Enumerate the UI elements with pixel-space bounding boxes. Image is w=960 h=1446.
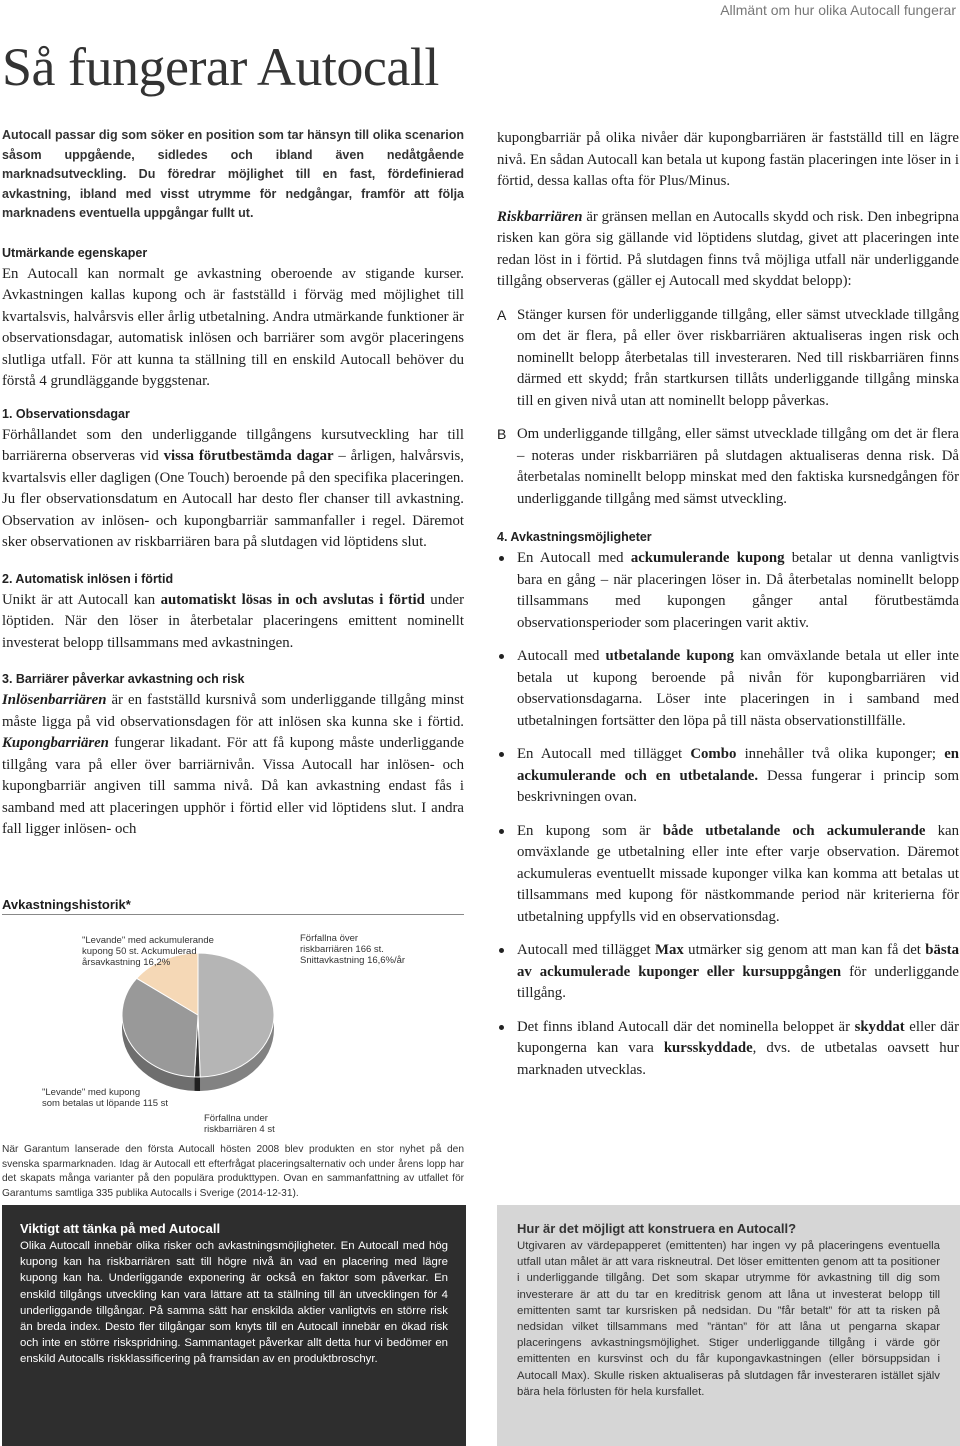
outcome-label: B xyxy=(497,426,507,442)
outcome-item xyxy=(497,424,959,510)
bullet-icon xyxy=(497,548,517,634)
outcome-text: Om underliggande tillgång, eller sämst utvecklade tillgång om det är flera – noteras under riskbarriären på slutdagen aktualiseras denna risk. Då återbetalas nominellt belopp minskat med den faktiska kursnedgången för underliggande tillgång med sämst utveckling. xyxy=(517,426,959,507)
outcome-text: Stänger kursen för underliggande tillgång, eller sämst utvecklade tillgång om det är flera, på eller över riskbarriären aktualiseras ingen risk och nominellt belopp återbetalas till investeraren. Ned till riskbarriären finns därmed ett skydd; från startkursen tillåts underliggande tillgång minska till en given nivå utan att nominellt belopp påverkas. xyxy=(517,306,959,409)
section-3-heading: 3. Barriärer påverkar avkastning och risk xyxy=(2,672,245,686)
risk-barrier-text: Riskbarriären är gränsen mellan en Autocalls skydd och risk. Den inbegripna risken kan göra sig gällande vid löptidens slutdag, givet att placeringen inte redan löst in i förtid. På slutdagen finns två möjliga utfall när underliggande tillgång observeras (gäller ej Autocall med skyddat belopp): xyxy=(497,208,959,289)
history-caption: När Garantum lanserade den första Autocall hösten 2008 blev produkten en stor nyhet på den svenska sparmarknaden. Idag är Autocall ett efterfrågat placeringsalternativ och under årens lopp har det skapats många varianter på den populära produkttypen. Ovan en sammanfattning av utfallet för Garantums samtliga 335 publika Autocalls i Sverige (2014-12-31). xyxy=(2,1144,464,1199)
section-4-heading: 4. Avkastningsmöjligheter xyxy=(497,530,652,544)
features-heading: Utmärkande egenskaper xyxy=(2,245,148,260)
section-3-continued: kupongbarriär på olika nivåer där kupongbarriären är fastställd till en lägre nivå. En sådan Autocall kan betala ut kupong fastän placeringen inte löser in i förtid, dessa kallas ofta för Plus/Minus. xyxy=(497,130,959,189)
bullet-icon xyxy=(497,1017,517,1082)
section-2-heading: 2. Automatisk inlösen i förtid xyxy=(2,571,174,586)
pie-slice-label: som betalas ut löpande 115 st xyxy=(42,1098,169,1109)
pie-slice-label: årsavkastning 16,2% xyxy=(82,957,171,968)
pie-slice-label: "Levande" med ackumulerande xyxy=(82,935,214,946)
bullet-item: Autocall med utbetalande kupong kan omväxlande betala ut eller inte betala ut kupong beroende på nivån för kupongbarriären vid observationsdagarna. Löser inte placeringen in i samband med utbetalningen fortsätter den löpa på till nästa observationstillfälle. xyxy=(497,646,959,732)
section-2-text: Unikt är att Autocall kan automatiskt lösas in och avslutas i förtid under löptiden. När den löser in återbetalar placeringens emittent nominellt investerat belopp tillsammans med avkastningen. xyxy=(2,591,464,651)
intro-text: Autocall passar dig som söker en position som tar hänsyn till olika scenarion såsom uppgående, sidledes och ibland även nedåtgående marknadsutveckling. Du föredrar möjlighet till en fast, fördefinierad avkastning, ibland med visst utrymme för nedgångar, framför att följa marknadens eventuella uppgångar fullt ut. xyxy=(2,128,464,220)
pie-chart xyxy=(2,915,464,1143)
pie-slice-label: Förfallna över xyxy=(300,933,359,944)
construction-box-text: Utgivaren av värdepapperet (emittenten) har ingen vy på placeringens eventuella utfall utan målet är att vara riskneutral. Det löser emittenten genom att ta positioner i underliggande tillgång. Det som skapar utrymme för avkastning till dig som investerare är att du tar en kreditrisk genom att låna ut investerat belopp till emittenten samt tar kursrisken på nedsidan. Du ”får betalt” för att ta risken på nedsidan vilket tillsammans med ”räntan” för att låna ut pengarna skapar placeringens avkastningsmöjlighet. Stiger underliggande tillgång i värde gör emittenten en kursvinst och du får kupongavkastningen (eller börsuppsidan i Autocall Max). Skulle risken aktualiseras på slutdagen får investeraren istället själv bära hela förlusten för hela kursfallet. xyxy=(517,1240,940,1398)
outcome-list xyxy=(497,305,959,511)
pie-slice-label: "Levande" med kupong xyxy=(42,1087,141,1098)
pie-slice-label: kupong 50 st. Ackumulerad xyxy=(82,946,197,957)
bullet-item: Autocall med tillägget Max utmärker sig genom att man kan få det bästa av ackumulerade kuponger eller kursuppgången för underliggande tillgång. xyxy=(497,940,959,1005)
important-box-title: Viktigt att tänka på med Autocall xyxy=(20,1221,221,1236)
pie-slice-label: Snittavkastning 16,6%/år xyxy=(300,955,406,966)
bullet-icon xyxy=(497,744,517,809)
bullet-list xyxy=(497,548,959,1081)
bullet-icon xyxy=(497,646,517,732)
section-1-heading: 1. Observationsdagar xyxy=(2,406,130,421)
pie-slice-label: riskbarriären 4 st xyxy=(204,1124,275,1135)
pie-slice-label: riskbarriären 166 st. xyxy=(300,944,384,955)
bullet-icon xyxy=(497,940,517,1005)
outcome-item xyxy=(497,305,959,413)
left-column xyxy=(2,126,464,841)
section-3-text: Inlösenbarriären är en fastställd kursnivå som underliggande tillgång minst måste ligga på vid observationsdagen för att inlösen ska kunna ske i förtid. Kupongbarriären fungerar likadant. För att få kupong måste underliggande tillgång vara på eller över barriärnivån. Vissa Autocall har inlösen- och kupongbarriär angiven till samma nivå. Då kan avkastning endast fås i samband med att placeringen upphör i förtid eller vid löptidens slut. I andra fall ligger inlösen- och xyxy=(2,692,464,837)
outcome-label: A xyxy=(497,306,507,323)
bullet-icon xyxy=(497,821,517,929)
important-box xyxy=(2,1205,466,1446)
pie-slice-side xyxy=(194,1077,200,1091)
history-block xyxy=(2,897,464,1201)
features-text: En Autocall kan normalt ge avkastning oberoende av stigande kurser. Avkastningen kallas kupong och är fastställd i förväg med möjlighet till kvartalsvis, halvårsvis eller årlig utbetalning. Andra utmärkande funktioner är observationsdagar, automatisk inlösen och barriärer som avgör placeringens slutliga utfall. För att kunna ta ställning till en enskild Autocall behöver du förstå 4 grundläggande byggstenar. xyxy=(2,265,464,389)
bullet-item: En kupong som är både utbetalande och ackumulerande kan omväxlande ge utbetalning eller inte efter varje observation. Däremot ackumuleras eventuellt missade kuponger vilka kan komma att betalas ut tillsammans med kupong för nästkommande period när kriterierna för utbetalning uppfylls vid en observationsdag. xyxy=(497,821,959,929)
bullet-item: En Autocall med tillägget Combo innehåller två olika kuponger; en ackumulerande och en utbetalande. Dessa fungerar i princip som beskrivningen ovan. xyxy=(497,744,959,809)
construction-box-title: Hur är det möjligt att konstruera en Autocall? xyxy=(517,1221,797,1236)
page-title: Så fungerar Autocall xyxy=(2,37,439,97)
construction-box xyxy=(497,1205,960,1446)
pie-slice-label: Förfallna under xyxy=(204,1113,268,1124)
right-column xyxy=(497,128,959,1093)
section-1-text: Förhållandet som den underliggande tillgångens kursutveckling har till barriärerna observeras vid vissa förutbestämda dagar – årligen, halvårsvis, kvartalsvis eller dagligen (One Touch) beroende på den specifika placeringen. Ju fler observationsdatum en Autocall har desto fler chanser till avkastning. Observation av inlösen- och kupongbarriär sammanfaller i regel. Däremot sker observationen av riskbarriären bara på slutdagen vid löptidens slut. xyxy=(2,426,464,550)
section-header: Allmänt om hur olika Autocall fungerar xyxy=(720,2,956,18)
bullet-item: En Autocall med ackumulerande kupong betalar ut denna vanligtvis bara en gång – när placeringen löser in. Då återbetalas nominellt belopp tillsammans med kupongen gånger antal förutbestämda observationsperioder som placeringen varit aktiv. xyxy=(497,548,959,634)
important-box-text: Olika Autocall innebär olika risker och avkastningsmöjligheter. En Autocall med hög kupong kan ha riskbarriären satt till högre nivå än vad en placering med lägre kupong kan ha. Underliggande exponering är också en faktor som påverkar. En enskild tillgångs utveckling kan vara lättare att ta ställning till än utvecklingen för 4 underliggande tillgångar. På samma sätt har enskilda aktier vanligtvis en större risk än breda index. Desto fler tillgångar som knyts till en Autocall innebär en ökad risk och inte en större riskspridning. Sammantaget påverkar allt detta hur vi bedömer en enskild Autocalls riskklassificering på framsidan av en produktbroschyr. xyxy=(20,1240,448,1366)
history-title: Avkastningshistorik* xyxy=(2,897,464,915)
bullet-item: Det finns ibland Autocall där det nominella beloppet är skyddat eller där kupongerna kan vara kursskyddade, dvs. de utbetalas oavsett hur marknaden utvecklas. xyxy=(497,1017,959,1082)
